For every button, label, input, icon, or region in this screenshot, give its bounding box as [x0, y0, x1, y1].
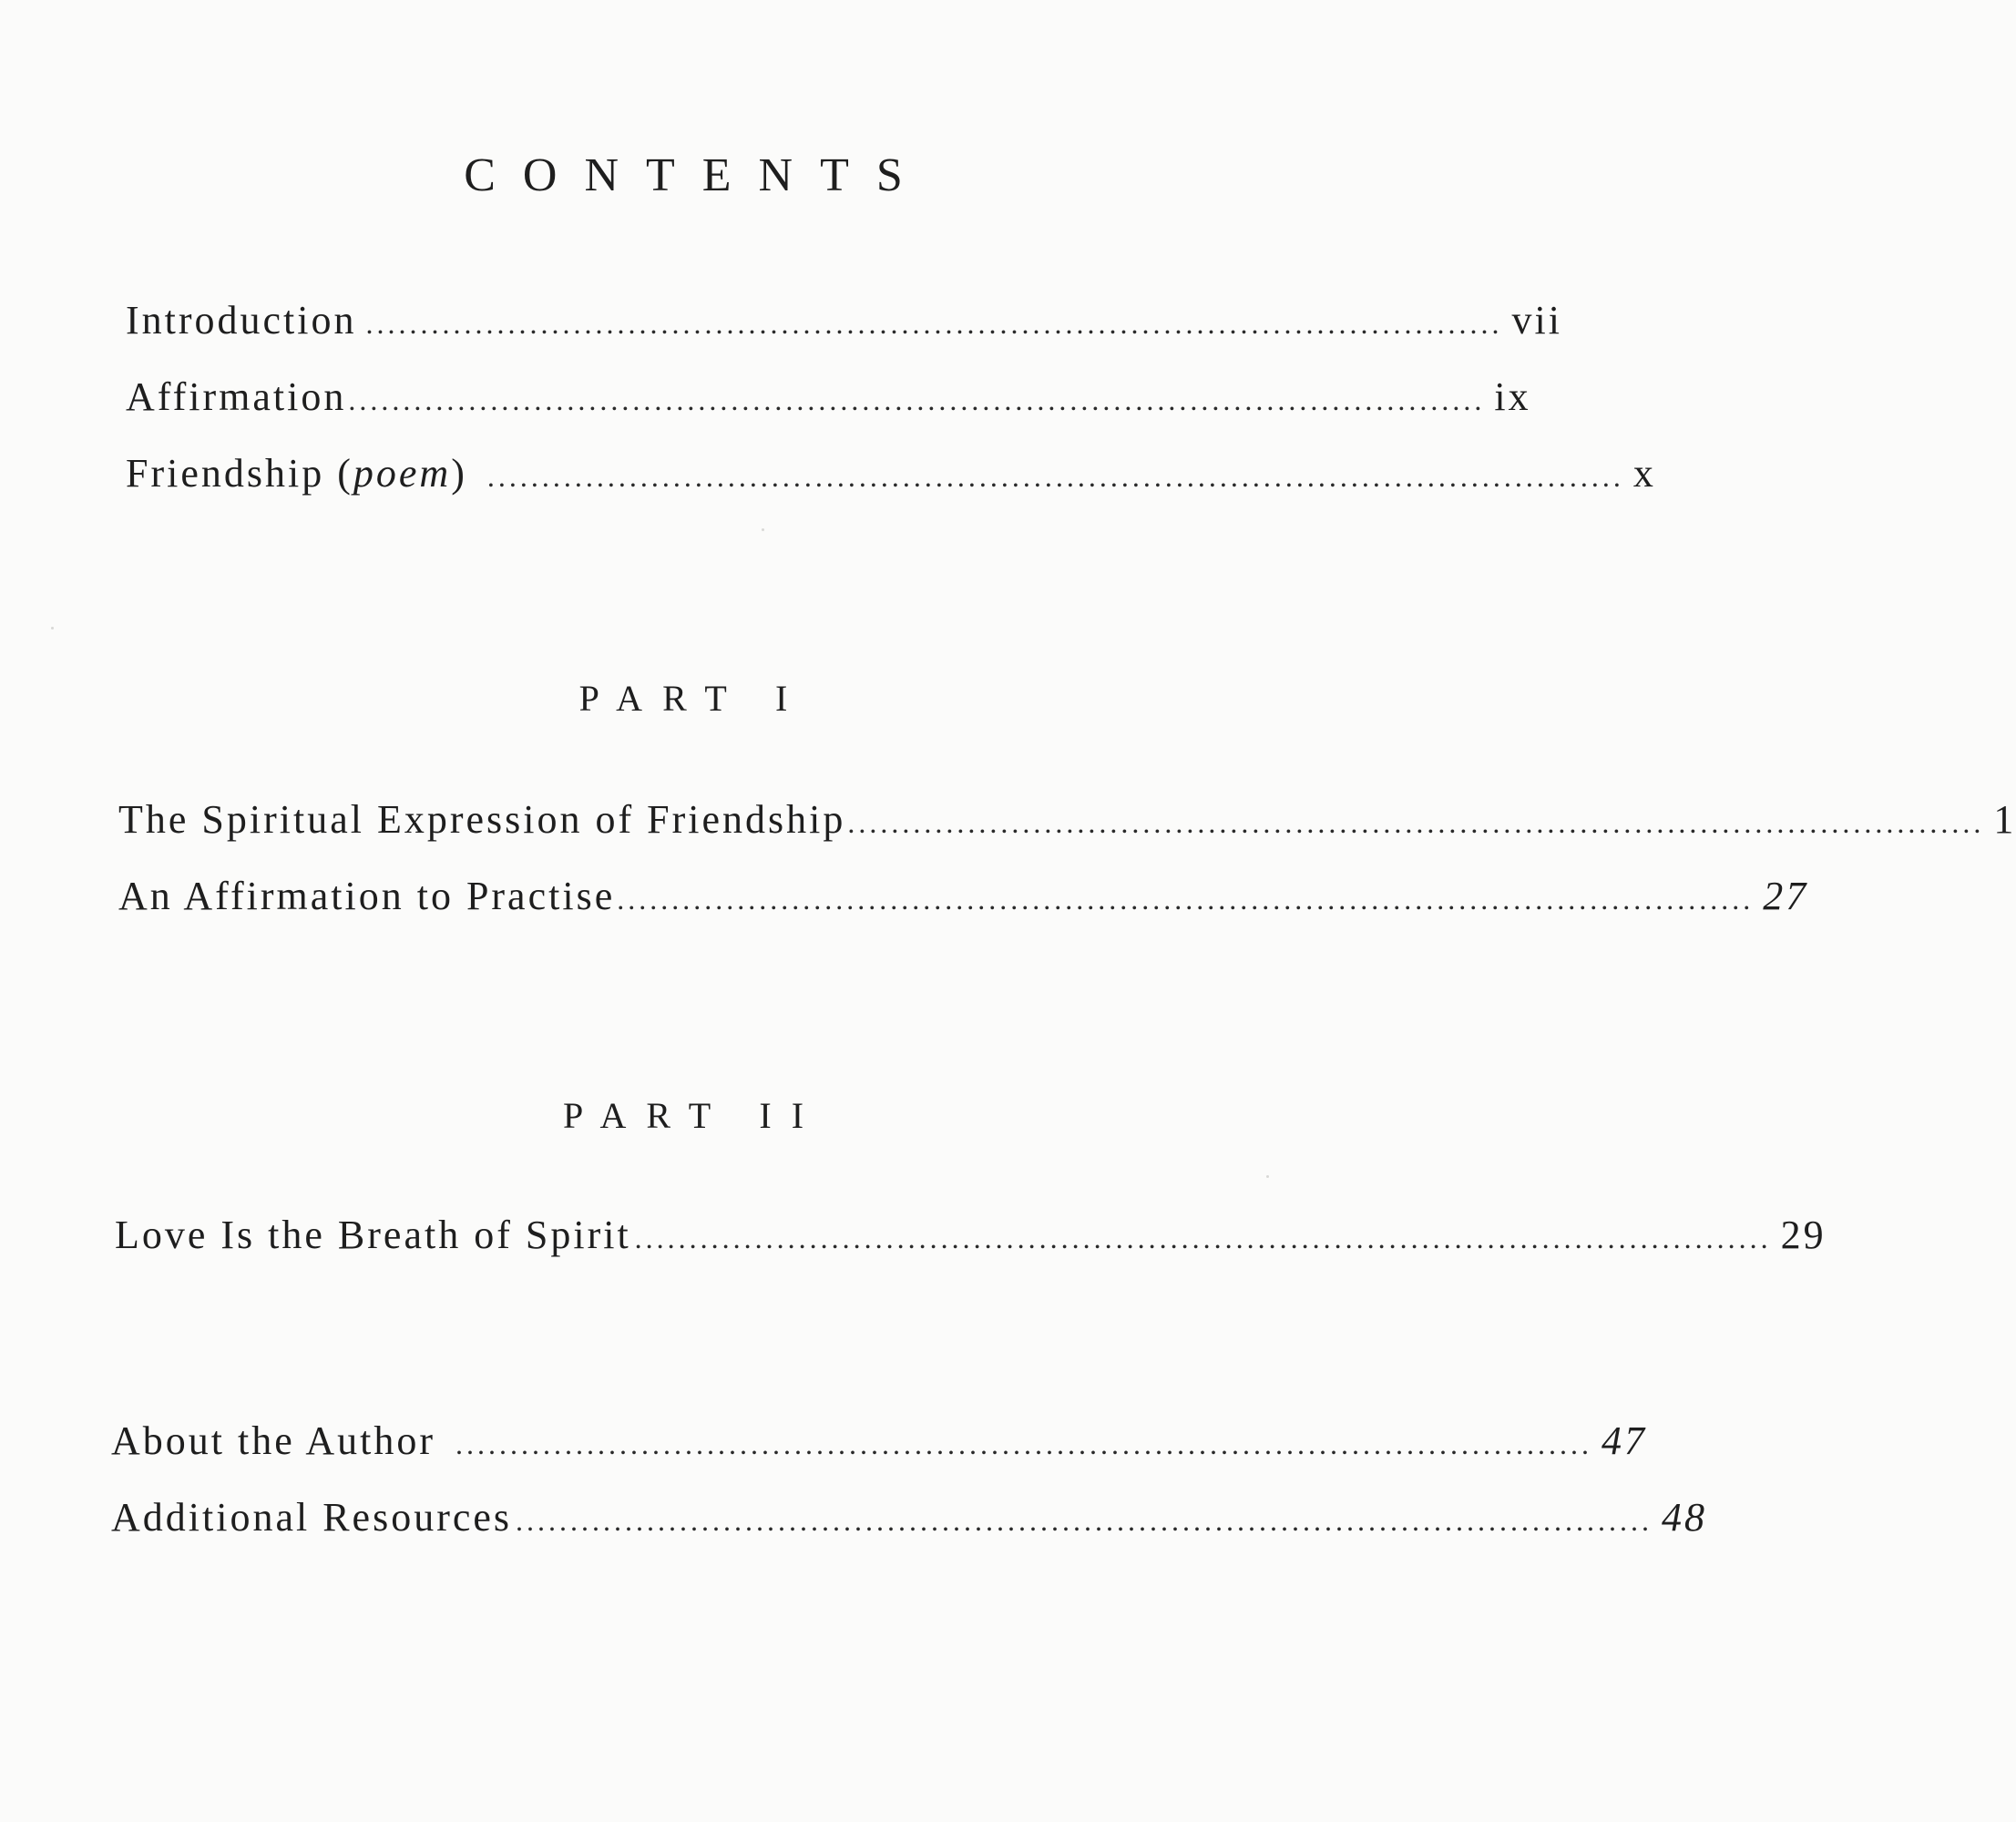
dot-leader: ........................................................................................................	[455, 1428, 1592, 1460]
toc-entry-page: 1	[1993, 797, 2016, 842]
page-title: CONTENTS	[464, 149, 930, 201]
paper-speck	[51, 627, 54, 630]
toc-entry-label: The Spiritual Expression of Friendship	[118, 797, 846, 842]
toc-entry-label: Affirmation	[126, 374, 347, 419]
dot-leader: ........................................................................................................	[847, 806, 1985, 839]
toc-entry-page: 29	[1780, 1213, 1827, 1257]
paper-speck	[1266, 1175, 1269, 1178]
dot-leader: ........................................................................................................	[617, 883, 1755, 916]
dot-leader: ........................................................................................................	[634, 1222, 1772, 1254]
toc-entry-label-italic: poem	[353, 451, 452, 496]
toc-entry-page: ix	[1494, 374, 1531, 419]
toc-entry-additional-resources[interactable]	[111, 1490, 1708, 1545]
toc-entry-introduction[interactable]	[126, 293, 1562, 348]
toc-entry-affirmation[interactable]	[126, 370, 1531, 425]
toc-entry-page: 27	[1763, 874, 1809, 918]
dot-leader: ........................................................................................................	[486, 460, 1624, 493]
toc-entry-love-breath-spirit[interactable]	[115, 1208, 1827, 1263]
toc-entry-page: 48	[1662, 1495, 1708, 1540]
toc-entry-label: Additional Resources	[111, 1495, 513, 1540]
toc-entry-page: 47	[1601, 1418, 1647, 1463]
toc-entry-spiritual-expression[interactable]	[118, 793, 2016, 847]
part-1-heading: PART I	[578, 678, 808, 719]
paper-speck	[762, 528, 764, 531]
toc-entry-page: vii	[1511, 298, 1562, 343]
toc-entry-label-text: Friendship	[126, 451, 325, 496]
toc-entry-about-the-author[interactable]	[111, 1414, 1647, 1469]
dot-leader: ........................................................................................................	[365, 307, 1503, 340]
dot-leader: ........................................................................................................	[516, 1504, 1653, 1537]
toc-entry-page: x	[1632, 451, 1656, 496]
toc-entry-affirmation-to-practise[interactable]	[118, 869, 1809, 924]
dot-leader: ........................................................................................................	[348, 384, 1486, 416]
toc-entry-label: Introduction	[126, 298, 357, 343]
toc-entry-label: Friendship (poem)	[126, 451, 467, 496]
toc-entry-label: Love Is the Breath of Spirit	[115, 1213, 631, 1257]
toc-entry-friendship-poem[interactable]	[126, 446, 1656, 501]
toc-entry-label: About the Author	[111, 1418, 435, 1463]
toc-entry-label: An Affirmation to Practise	[118, 874, 616, 918]
part-2-heading: PART II	[562, 1095, 824, 1136]
